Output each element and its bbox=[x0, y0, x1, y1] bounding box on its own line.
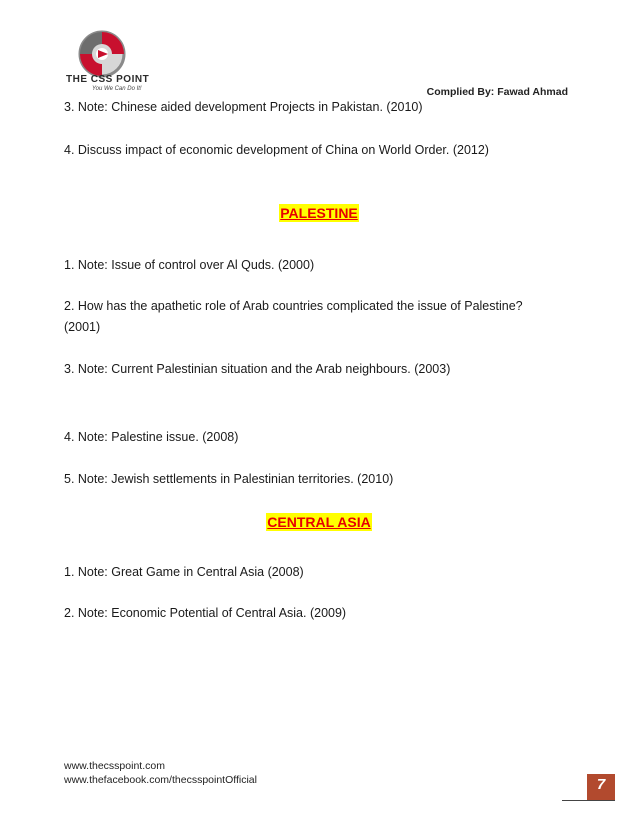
compiled-by-credit: Complied By: Fawad Ahmad bbox=[426, 86, 568, 98]
list-item: 2. Note: Economic Potential of Central Asia. (2009) bbox=[64, 606, 347, 620]
list-item: 1. Note: Great Game in Central Asia (2008) bbox=[64, 565, 304, 579]
list-item: (2001) bbox=[64, 320, 101, 334]
footer-facebook-link[interactable]: www.thefacebook.com/thecsspointOfficial bbox=[64, 774, 257, 786]
list-item: 2. How has the apathetic role of Arab countries complicated the issue of Palestine? bbox=[64, 299, 523, 313]
list-item: 4. Discuss impact of economic development of China on World Order. (2012) bbox=[64, 143, 489, 157]
section-title: CENTRAL ASIA bbox=[267, 514, 371, 530]
page-number-underline bbox=[562, 800, 615, 801]
list-item: 3. Note: Current Palestinian situation and the Arab neighbours. (2003) bbox=[64, 362, 451, 376]
section-title: PALESTINE bbox=[280, 205, 358, 221]
list-item: 3. Note: Chinese aided development Projects in Pakistan. (2010) bbox=[64, 100, 423, 114]
list-item: 4. Note: Palestine issue. (2008) bbox=[64, 430, 239, 444]
list-item: 1. Note: Issue of control over Al Quds. (2000) bbox=[64, 258, 315, 272]
list-item: 5. Note: Jewish settlements in Palestinian territories. (2010) bbox=[64, 472, 394, 486]
section-heading-central-asia bbox=[0, 514, 638, 532]
page-number: 7 bbox=[596, 776, 606, 793]
footer-website-link[interactable]: www.thecsspoint.com bbox=[64, 760, 165, 772]
logo-tagline: You We Can Do It! bbox=[92, 86, 142, 92]
logo-text: THE CSS POINT bbox=[66, 74, 150, 85]
section-heading-palestine bbox=[0, 205, 638, 223]
